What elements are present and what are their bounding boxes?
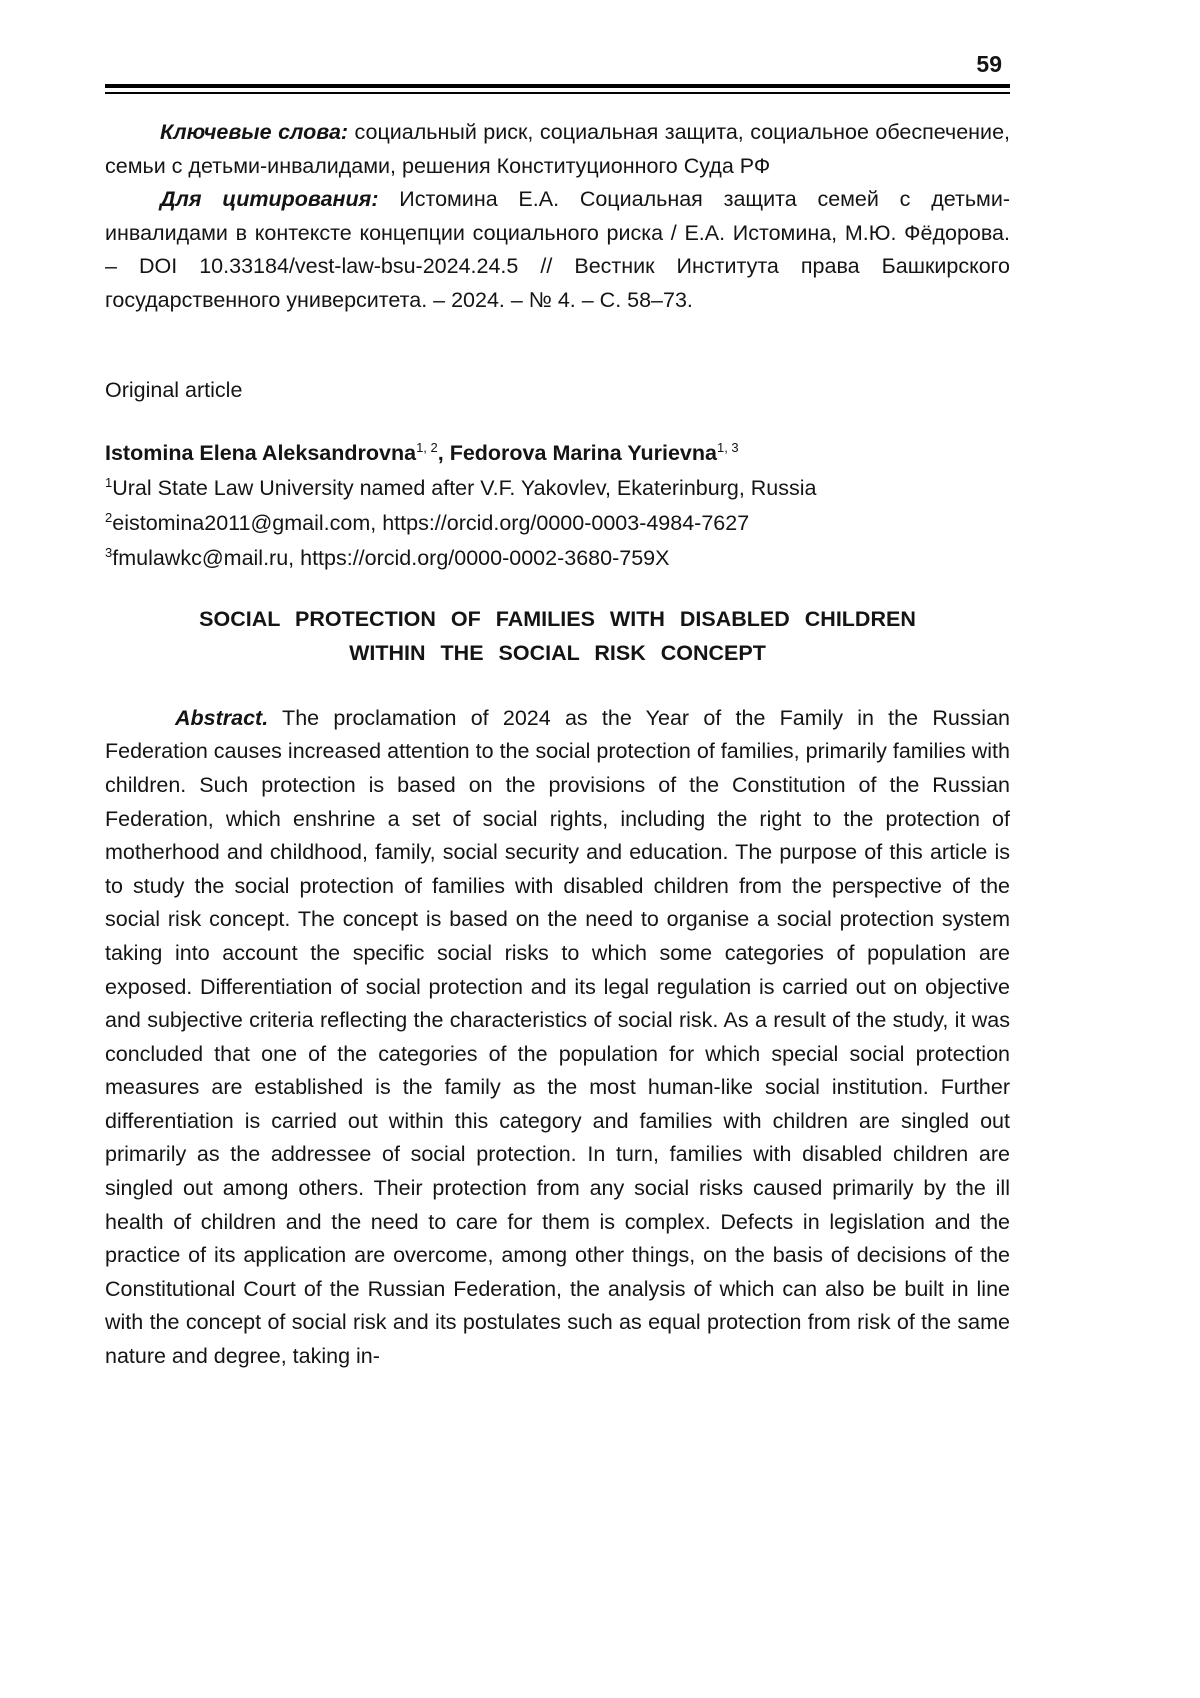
keywords-text: социальный риск, социальная защита, социальное обеспечение, семьи с детьми-инвалидами, решения Конституционного Суда РФ	[105, 120, 1010, 178]
author-2-name: Fedorova Marina Yurievna	[449, 441, 717, 466]
citation-paragraph	[105, 183, 1010, 317]
article-title-line-1: SOCIAL PROTECTION OF FAMILIES WITH DISABLED CHILDREN	[199, 606, 916, 631]
affiliation-sup: 2	[105, 509, 113, 525]
header-rule-thin	[105, 92, 1010, 94]
abstract-label: Abstract.	[175, 705, 269, 730]
affiliation-text: eistomina2011@gmail.com, https://orcid.org/0000-0003-4984-7627	[112, 510, 750, 535]
author-1-sup: 1, 2	[416, 440, 438, 455]
page-header	[105, 50, 1010, 94]
citation-label: Для цитирования:	[160, 187, 379, 212]
article-title	[105, 602, 1010, 670]
citation-text: Истомина Е.А. Социальная защита семей с детьми-инвалидами в контексте концепции социального риска / Е.А. Истомина, М.Ю. Фёдорова. – DOI 10.33184/vest-law-bsu-2024.24.5 // Вестник Института права Башкирского государственного университета. – 2024. – № 4. – С. 58–73.	[105, 187, 1010, 312]
authors-separator: ,	[437, 441, 450, 466]
article-type-label: Original article	[105, 377, 243, 402]
abstract-text: The proclamation of 2024 as the Year of the Family in the Russian Federation causes increased attention to the social protection of families, primarily families with children. Such protection is based on the provisions of the Constitution of the Russian Federation, which enshrine a set of social rights, including the right to the protection of motherhood and childhood, family, social security and education. The purpose of this article is to study the social protection of families with disabled children from the perspective of the social risk concept. The concept is based on the need to organise a social protection system taking into account the specific social risks to which some categories of population are exposed. Differentiation of social protection and its legal regulation is carried out on objective and subjective criteria reflecting the characteristics of social risk. As a result of the study, it was concluded that one of the categories of the population for which special social protection measures are established is the family as the most human-like social institution. Further differentiation is carried out within this category and families with children are singled out primarily as the addressee of social protection. In turn, families with disabled children are singled out among others. Their protection from any social risks caused primarily by the ill health of children and the need to care for them is complex. Defects in legislation and the practice of its application are overcome, among other things, on the basis of decisions of the Constitutional Court of the Russian Federation, the analysis of which can also be built in line with the concept of social risk and its postulates such as equal protection from risk of the same nature and degree, taking in-	[105, 705, 1010, 1369]
authors-line	[105, 437, 1010, 471]
keywords-label: Ключевые слова:	[160, 120, 349, 144]
page-number: 59	[976, 51, 1002, 77]
affiliation-text: fmulawkc@mail.ru, https://orcid.org/0000-0002-3680-759X	[112, 545, 670, 570]
keywords-paragraph	[105, 116, 1010, 183]
affiliation-line	[105, 506, 1010, 541]
affiliation-sup: 1	[105, 474, 113, 490]
author-2-sup: 1, 3	[716, 440, 739, 455]
affiliation-text: Ural State Law University named after V.F. Yakovlev, Ekaterinburg, Russia	[112, 475, 817, 500]
author-1-name: Istomina Elena Aleksandrovna	[105, 441, 417, 466]
affiliation-line	[105, 541, 1010, 576]
abstract-paragraph	[105, 702, 1010, 1374]
header-rule-thick	[105, 84, 1010, 88]
article-title-line-2: WITHIN THE SOCIAL RISK CONCEPT	[349, 640, 766, 665]
affiliation-sup: 3	[105, 544, 113, 560]
affiliation-line	[105, 471, 1010, 506]
